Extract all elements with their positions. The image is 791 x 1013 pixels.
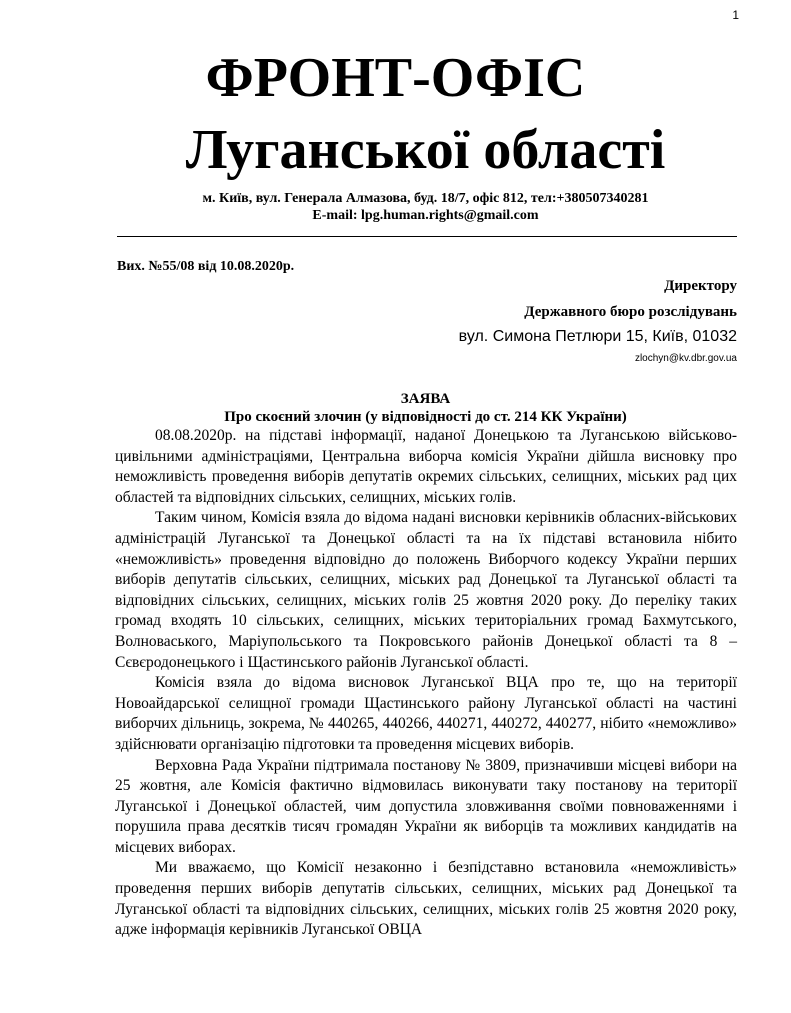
org-address: м. Київ, вул. Генерала Алмазова, буд. 18/7, офіс 812, тел:+380507340281	[202, 191, 649, 206]
recipient-address: вул. Симона Петлюри 15, Київ, 01032	[458, 328, 737, 345]
recipient-position: Директору	[664, 278, 737, 294]
body-paragraph: Ми вважаємо, що Комісії незаконно і безпідставно встановила «неможливість» проведення перших виборів депутатів сільських, селищних, міських рад Донецької та Луганської області та відповідних сільських, селищних, міських голів 25 жовтня 2020 року, адже інформація керівників Луганської ОВЦА	[115, 859, 737, 939]
org-title-line1: ФРОНТ-ОФІС	[205, 47, 586, 109]
body-paragraph: Таким чином, Комісія взяла до відома надані висновки керівників обласних-військових адміністрацій Луганської та Донецької області та на їх підставі встановила нібито «неможливість» проведення відповідно до положень Виборчого кодексу України перших виборів депутатів сільських, селищних, міських рад Донецької та Луганської області та відповідних сільських, селищних, міських голів 25 жовтня 2020 року. До переліку таких громад входять 10 сільських, селищних, міських територіальних громад Бахмутського, Волноваського, Маріупольського та Покровського районів Донецької області та 8 – Сєвєродонецького і Щастинського районів Луганської області.	[115, 509, 737, 671]
outgoing-number: Вих. №55/08 від 10.08.2020р.	[117, 259, 295, 274]
body-paragraph: Верховна Рада України підтримала постанову № 3809, призначивши місцеві вибори на 25 жовтня, але Комісія фактично відмовилась виконувати таку постанову на території Луганської і Донецької областей, чим допустила зловживання своїми повноваженнями і порушила права десятків тисяч громадян України як виборців та можливих кандидатів на місцевих виборах.	[115, 756, 737, 856]
body-paragraph: Комісія взяла до відома висновок Луганської ВЦА про те, що на території Новоайдарської селищної громади Щастинського району Луганської області на частині виборчих дільниць, зокрема, № 440265, 440266, 440271, 440272, 440277, нібито «неможливо» здійснювати організацію підготовки та проведення місцевих виборів.	[115, 674, 737, 753]
document-subtitle: Про скоєний злочин (у відповідності до ст. 214 КК України)	[224, 409, 627, 425]
recipient-organization: Державного бюро розслідувань	[524, 304, 737, 320]
document-body	[115, 426, 737, 941]
document-title: ЗАЯВА	[400, 391, 451, 407]
recipient-email: zlochyn@kv.dbr.gov.ua	[634, 353, 737, 364]
org-title-line2: Луганської області	[185, 119, 666, 181]
page-number: 1	[732, 8, 739, 22]
header-divider	[117, 236, 737, 237]
org-email: E-mail: lpg.human.rights@gmail.com	[312, 208, 539, 223]
body-paragraph: 08.08.2020р. на підставі інформації, наданої Донецькою та Луганською військово-цивільними адміністраціями, Центральна виборча комісія України дійшла висновку про неможливість проведення виборів депутатів окремих сільських, селищних, міських рад цих областей та відповідних сільських, селищних, міських голів.	[115, 427, 737, 506]
